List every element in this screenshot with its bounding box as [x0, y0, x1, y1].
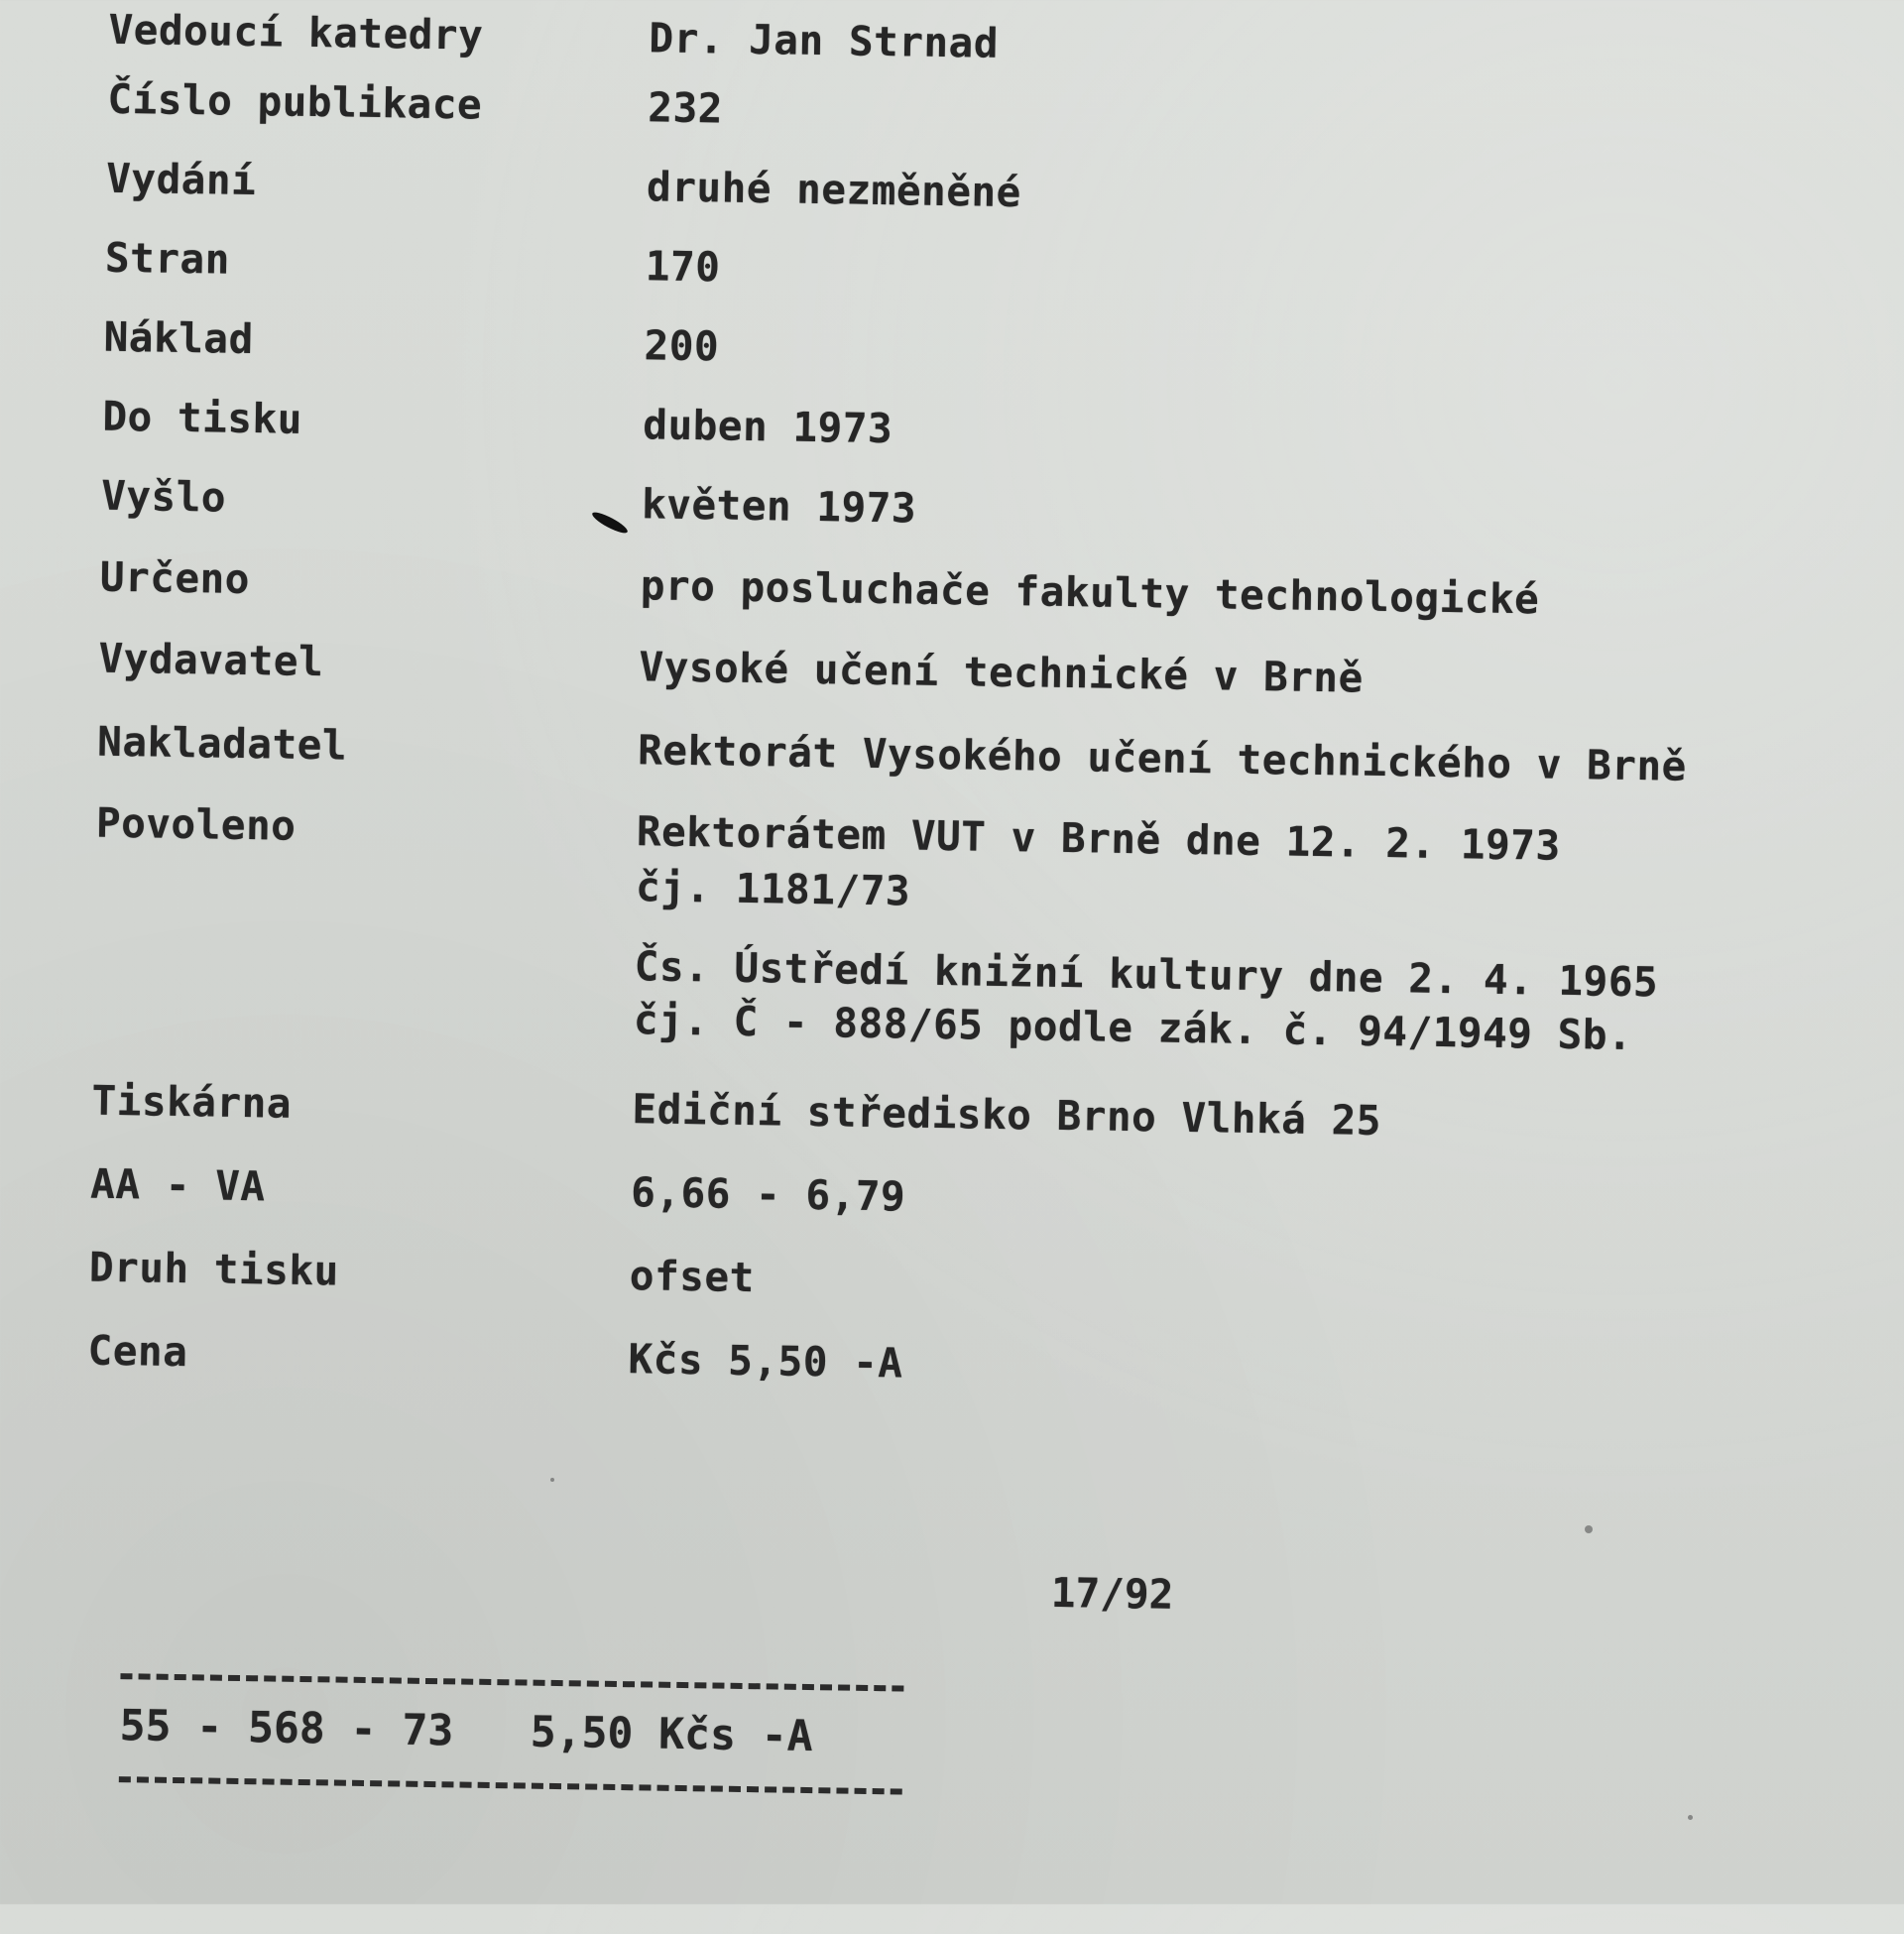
value-vyslo: květen 1973 [641, 480, 917, 533]
label-vyslo: Vyšlo [100, 471, 227, 522]
footer-block [119, 1673, 914, 1795]
value-druh-tisku: ofset [629, 1252, 756, 1302]
value-povoleno-line3: Čs. Ústředí knižní kultury dne 2. 4. 1965 [634, 942, 1659, 1007]
value-urceno: pro posluchače fakulty technologické [640, 561, 1540, 624]
value-vydani: druhé nezměněné [646, 163, 1022, 217]
label-stran: Stran [104, 233, 231, 284]
value-vedouci-katedry: Dr. Jan Strnad [649, 14, 1000, 67]
label-druh-tisku: Druh tisku [88, 1243, 340, 1295]
value-stran: 170 [645, 242, 721, 292]
value-do-tisku: duben 1973 [642, 401, 893, 453]
label-urceno: Určeno [99, 552, 251, 604]
label-cislo-publikace: Číslo publikace [107, 74, 483, 129]
label-povoleno: Povoleno [95, 798, 297, 850]
value-povoleno-line1: Rektorátem VUT v Brně dne 12. 2. 1973 [636, 807, 1561, 870]
footer-top-dashes [120, 1673, 903, 1691]
paper-speck [1688, 1815, 1693, 1820]
label-vydani: Vydání [105, 154, 257, 205]
label-vedouci-katedry: Vedoucí katedry [108, 5, 484, 60]
value-aa-va: 6,66 - 6,79 [630, 1168, 906, 1221]
value-nakladatel: Rektorát Vysokého učení technického v Brně [637, 726, 1688, 790]
paper-speck [1585, 1525, 1593, 1533]
footer-code-price: 55 - 568 - 73 5,50 Kčs -A [119, 1701, 813, 1762]
value-naklad: 200 [644, 321, 720, 371]
label-do-tisku: Do tisku [102, 392, 303, 443]
value-povoleno-line2: čj. 1181/73 [635, 863, 911, 915]
label-tiskarna: Tiskárna [91, 1076, 293, 1128]
value-povoleno-line4: čj. Č - 888/65 podle zák. č. 94/1949 Sb. [633, 996, 1633, 1059]
value-cena: Kčs 5,50 -A [628, 1335, 903, 1388]
label-vydavatel: Vydavatel [98, 634, 324, 686]
label-nakladatel: Nakladatel [96, 717, 348, 770]
footer-bottom-dashes [119, 1776, 902, 1794]
page-number: 17/92 [1050, 1568, 1174, 1619]
label-cena: Cena [87, 1326, 188, 1377]
label-naklad: Náklad [103, 312, 255, 364]
paper-speck [550, 1478, 554, 1482]
value-cislo-publikace: 232 [648, 83, 724, 133]
label-aa-va: AA - VA [89, 1159, 266, 1211]
value-tiskarna: Ediční středisko Brno Vlhká 25 [632, 1085, 1382, 1146]
value-vydavatel: Vysoké učení technické v Brně [639, 643, 1365, 702]
